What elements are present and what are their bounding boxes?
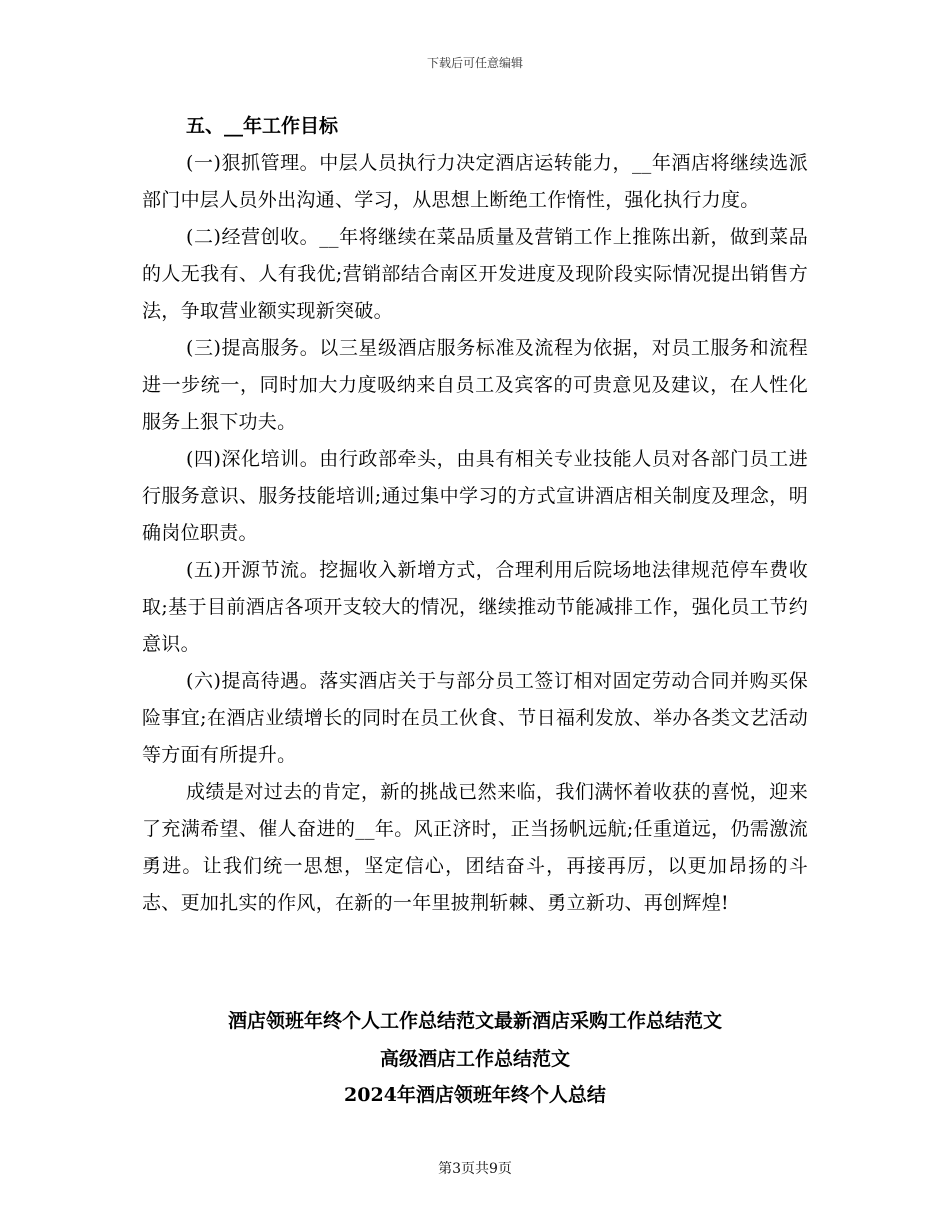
page-header-note: 下载后可任意编辑 — [426, 56, 523, 70]
closing-paragraph: 成绩是对过去的肯定，新的挑战已然来临，我们满怀着收获的喜悦，迎来了充满希望、催人奋进的__年。风正济时，正当扬帆远航;任重道远，仍需激流勇进。让我们统一思想，坚定信心，团结奋斗，再接再厉，以更加昂扬的斗志、更加扎实的作风，在新的一年里披荆斩棘、勇立新功、再创辉煌! — [142, 781, 808, 914]
related-title-3: 2024年酒店领班年终个人总结 — [344, 1084, 606, 1106]
paragraph-4: (四)深化培训。由行政部牵头，由具有相关专业技能人员对各部门员工进行服务意识、服务技能培训;通过集中学习的方式宣讲酒店相关制度及理念，明确岗位职责。 — [142, 448, 808, 544]
page-number: 第3页共9页 — [438, 1161, 512, 1177]
document-body — [142, 108, 808, 922]
paragraph-6: (六)提高待遇。落实酒店关于与部分员工签订相对固定劳动合同并购买保险事宜;在酒店业绩增长的同时在员工伙食、节日福利发放、举办各类文艺活动等方面有所提升。 — [142, 670, 808, 766]
paragraph-2: (二)经营创收。__年将继续在菜品质量及营销工作上推陈出新，做到菜品的人无我有、人有我优;营销部结合南区开发进度及现阶段实际情况提出销售方法，争取营业额实现新突破。 — [142, 226, 808, 322]
section-heading: 五、__年工作目标 — [186, 115, 339, 137]
paragraph-5: (五)开源节流。挖掘收入新增方式，合理利用后院场地法律规范停车费收取;基于目前酒店各项开支较大的情况，继续推动节能减排工作，强化员工节约意识。 — [142, 559, 808, 655]
paragraph-1: (一)狠抓管理。中层人员执行力决定酒店运转能力，__年酒店将继续选派部门中层人员外出沟通、学习，从思想上断绝工作惰性，强化执行力度。 — [142, 152, 808, 211]
related-title-2: 高级酒店工作总结范文 — [379, 1048, 570, 1070]
related-title-1: 酒店领班年终个人工作总结范文最新酒店采购工作总结范文 — [227, 1010, 722, 1032]
paragraph-3: (三)提高服务。以三星级酒店服务标准及流程为依据，对员工服务和流程进一步统一，同时加大力度吸纳来自员工及宾客的可贵意见及建议，在人性化服务上狠下功夫。 — [142, 337, 808, 433]
